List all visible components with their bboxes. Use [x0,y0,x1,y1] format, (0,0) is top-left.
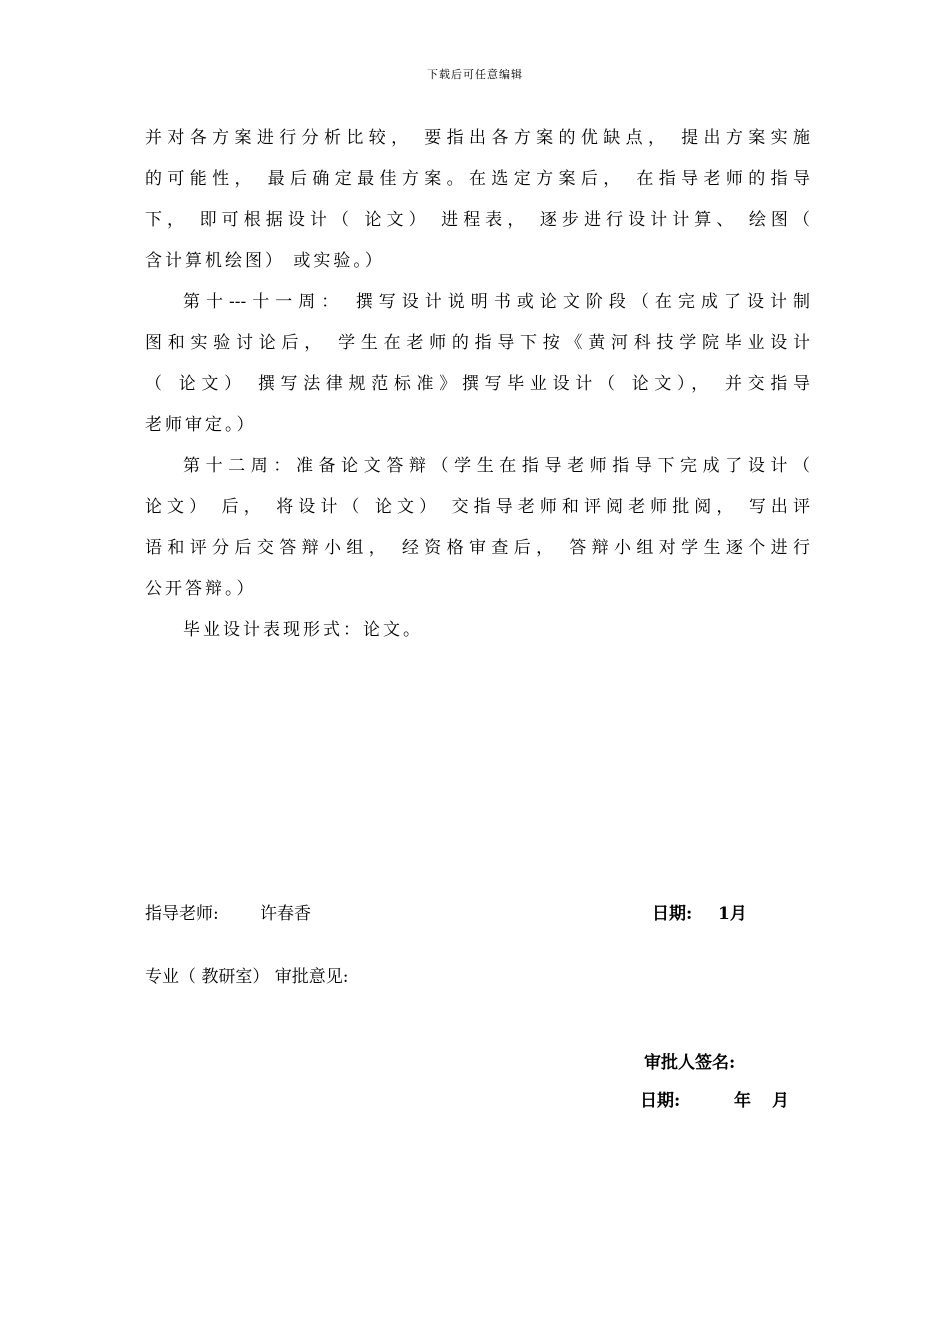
body-line: 语和评分后交答辩小组， 经资格审查后， 答辩小组对学生逐个进行 [145,538,810,558]
document-body [145,118,810,651]
approval-date-label: 日期: [640,1091,681,1111]
body-line: （ 论文） 撰写法律规范标准》撰写毕业设计（ 论文）， 并交指导 [145,374,810,394]
approver-label: 审批人签名: [644,1053,736,1073]
body-line: 老师审定。） [145,415,257,435]
advisor-label: 指导老师: [145,904,219,924]
body-line: 的可能性， 最后确定最佳方案。在选定方案后， 在指导老师的指导 [145,169,810,189]
body-line: 第十---十一周： 撰写设计说明书或论文阶段（在完成了设计制 [183,292,810,312]
header-note: 下载后可任意编辑 [427,68,523,81]
body-line: 下， 即可根据设计（ 论文） 进程表， 逐步进行设计计算、 绘图（ [145,210,810,230]
body-line: 论文） 后， 将设计（ 论文） 交指导老师和评阅老师批阅， 写出评 [145,497,810,517]
body-line: 第十二周：准备论文答辩（学生在指导老师指导下完成了设计（ [183,456,810,476]
advisor-name: 许春香 [260,904,311,924]
body-line: 图和实验讨论后， 学生在老师的指导下按《黄河科技学院毕业设计 [145,333,810,353]
date-label: 日期: [652,904,693,924]
body-line: 公开答辩。） [145,579,257,599]
body-line: 毕业设计表现形式：论文。 [183,620,423,640]
dept-opinion-label: 专业（ 教研室） 审批意见: [145,967,349,987]
approval-year: 年 [734,1091,751,1111]
body-line: 含计算机绘图） 或实验。） [145,251,385,271]
body-line: 并对各方案进行分析比较， 要指出各方案的优缺点， 提出方案实施 [145,128,810,148]
approval-month: 月 [772,1091,789,1111]
date-value: 1月 [718,904,747,924]
